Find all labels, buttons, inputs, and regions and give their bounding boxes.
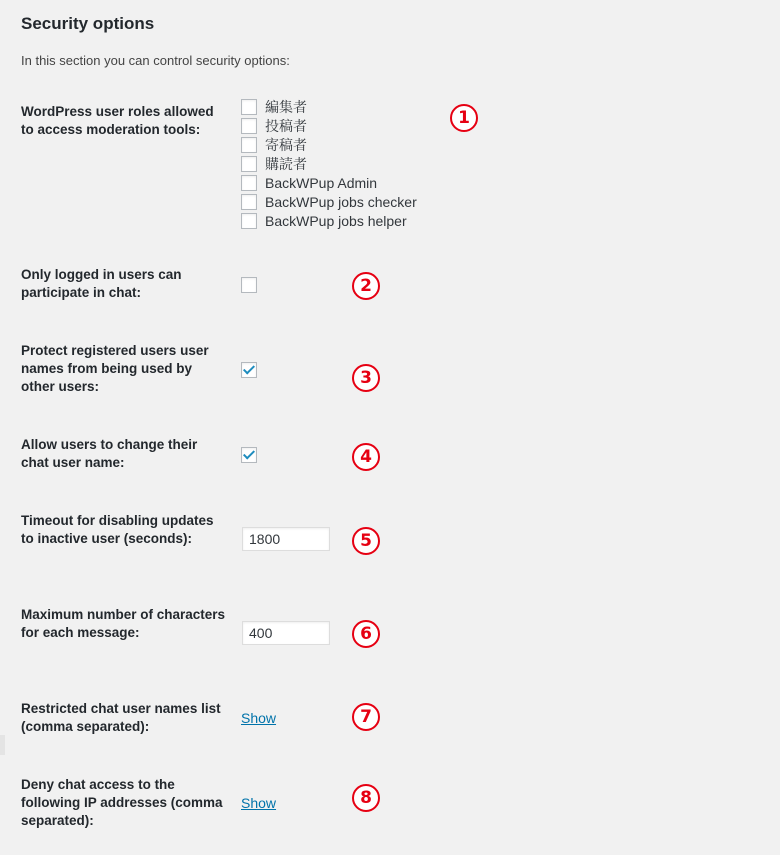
deny-ips-show-link[interactable]: Show — [241, 795, 277, 811]
role-option-label: BackWPup Admin — [265, 175, 378, 191]
logged-in-only-label: Only logged in users can participate in chat: — [21, 267, 182, 300]
annotation-marker-1: 1 — [450, 104, 478, 132]
role-option-label: 寄稿者 — [265, 137, 307, 153]
annotation-marker-7: 7 — [352, 703, 380, 731]
section-title: Security options — [21, 14, 155, 33]
role-option-label: 編集者 — [265, 99, 307, 115]
annotation-marker-4: 4 — [352, 443, 380, 471]
role-checkbox[interactable] — [241, 175, 257, 191]
restricted-names-label: Restricted chat user names list (comma separated): — [21, 701, 221, 734]
deny-ips-label: Deny chat access to the following IP addresses (comma separated): — [21, 777, 223, 828]
timeout-input[interactable] — [242, 527, 330, 551]
allow-rename-label: Allow users to change their chat user name: — [21, 437, 198, 470]
roles-label: WordPress user roles allowed to access moderation tools: — [21, 104, 214, 137]
annotation-marker-5: 5 — [352, 527, 380, 555]
annotation-marker-2: 2 — [352, 272, 380, 300]
role-option-label: 投稿者 — [265, 118, 307, 134]
protect-names-checkbox[interactable] — [241, 362, 257, 378]
role-checkbox[interactable] — [241, 118, 257, 134]
max-chars-input[interactable] — [242, 621, 330, 645]
annotation-marker-6: 6 — [352, 620, 380, 648]
role-checkbox[interactable] — [241, 137, 257, 153]
role-option-label: BackWPup jobs helper — [265, 213, 407, 229]
timeout-label: Timeout for disabling updates to inactive user (seconds): — [21, 513, 214, 546]
protect-names-label: Protect registered users user names from being used by other users: — [21, 343, 209, 394]
role-checkbox[interactable] — [241, 194, 257, 210]
scroll-edge-marker — [0, 735, 5, 755]
annotation-marker-3: 3 — [352, 364, 380, 392]
restricted-names-show-link[interactable]: Show — [241, 710, 277, 726]
role-option-label: BackWPup jobs checker — [265, 194, 417, 210]
role-checkbox[interactable] — [241, 213, 257, 229]
annotation-marker-8: 8 — [352, 784, 380, 812]
max-chars-label: Maximum number of characters for each message: — [21, 607, 226, 640]
role-option-label: 購読者 — [265, 156, 307, 172]
role-checkbox[interactable] — [241, 156, 257, 172]
section-intro: In this section you can control security options: — [21, 53, 290, 68]
allow-rename-checkbox[interactable] — [241, 447, 257, 463]
logged-in-only-checkbox[interactable] — [241, 277, 257, 293]
role-checkbox[interactable] — [241, 99, 257, 115]
